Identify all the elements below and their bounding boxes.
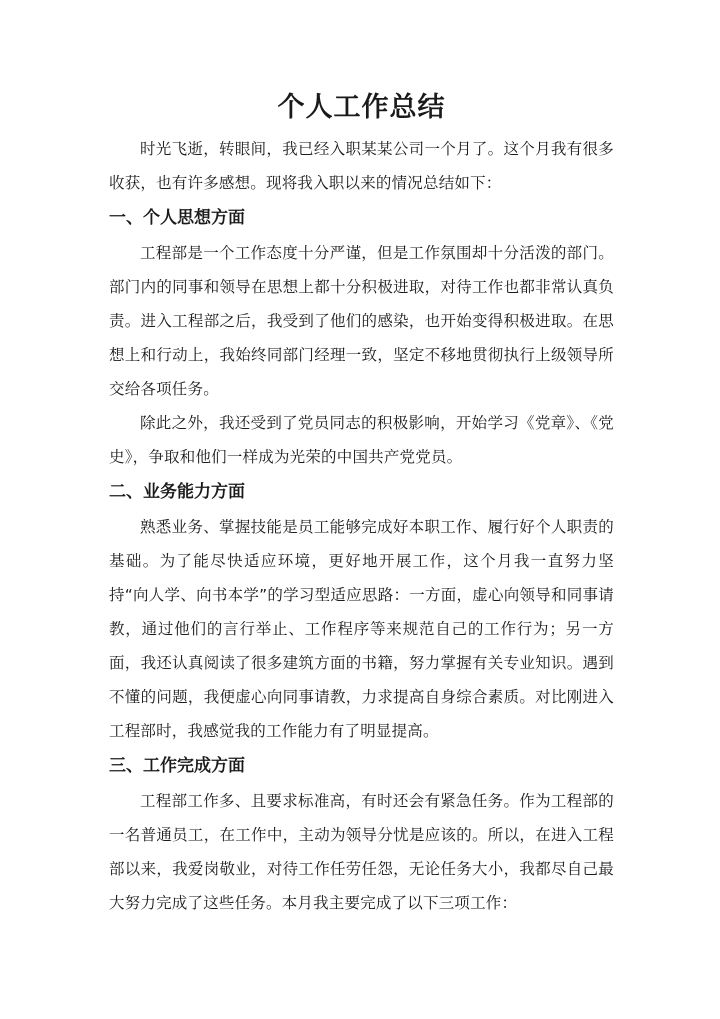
section-heading-completion: 三、工作完成方面 xyxy=(109,756,245,776)
ability-paragraph-1: 熟悉业务、掌握技能是员工能够完成好本职工作、履行好个人职责的基础。为了能尽快适应环境，更好地开展工作，这个月我一直努力坚持“向人学、向书本学”的学习型适应思路：一方面，虚心向领导和同事请教，通过他们的言行举止、工作程序等来规范自己的工作行为；另一方面，我还认真阅读了很多建筑方面的书籍，努力掌握有关专业知识。遇到不懂的问题，我便虚心向同事请教，力求提高自身综合素质。对比刚进入工程部时，我感觉我的工作能力有了明显提高。 xyxy=(109,518,614,740)
section-heading-thought: 一、个人思想方面 xyxy=(109,208,245,228)
completion-paragraph-1: 工程部工作多、且要求标准高，有时还会有紧急任务。作为工程部的一名普通员工，在工作中，主动为领导分忧是应该的。所以，在进入工程部以来，我爱岗敬业，对待工作任劳任怨，无论任务大小，我都尽自己最大努力完成了这些任务。本月我主要完成了以下三项工作： xyxy=(109,792,614,912)
thought-paragraph-1: 工程部是一个工作态度十分严谨，但是工作氛围却十分活泼的部门。部门内的同事和领导在思想上都十分积极进取，对待工作也都非常认真负责。进入工程部之后，我受到了他们的感染，也开始变得积极进取。在思想上和行动上，我始终同部门经理一致，坚定不移地贯彻执行上级领导所交给各项任务。 xyxy=(109,244,614,398)
intro-paragraph: 时光飞逝，转眼间，我已经入职某某公司一个月了。这个月我有很多收获，也有许多感想。现将我入职以来的情况总结如下： xyxy=(109,140,614,192)
section-heading-ability: 二、业务能力方面 xyxy=(109,482,245,502)
document-title: 个人工作总结 xyxy=(277,92,446,123)
thought-paragraph-2: 除此之外，我还受到了党员同志的积极影响，开始学习《党章》、《党史》，争取和他们一样成为光荣的中国共产党党员。 xyxy=(109,414,614,466)
